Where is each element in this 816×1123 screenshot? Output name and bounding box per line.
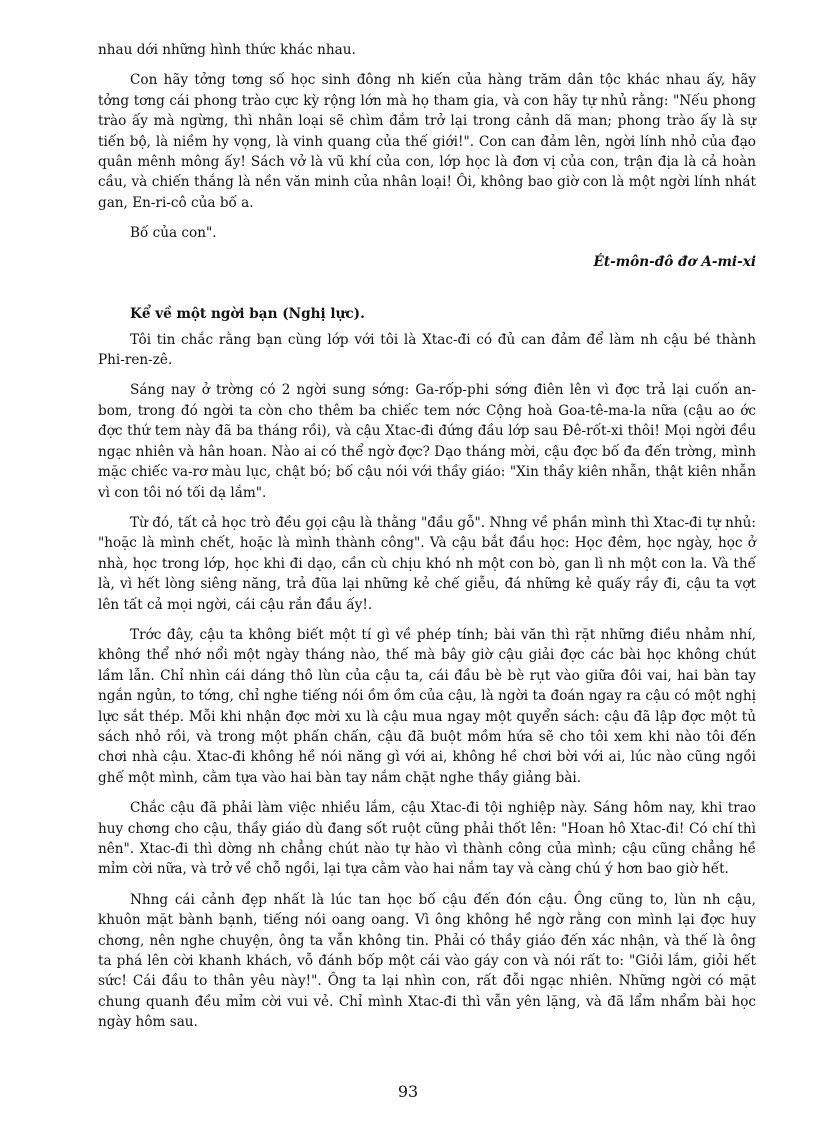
paragraph: Chắc cậu đã phải làm việc nhiều lắm, cậu Xtac-đi tội nghiệp này. Sáng hôm nay, khi trao huy chơng cho cậu, thầy giáo dù đang sốt ruột cũng phải thốt lên: "Hoan hô Xtac-đi! Có chí thì nên". Xtac-đi thì dờng nh chẳng chút nào tự hào vì thành công của mình; cậu cũng chẳng hề mỉm cời nữa, và trở về chỗ ngồi, lại tựa cằm vào hai nắm tay và càng chú ý hơn bao giờ hết. bbox=[98, 800, 756, 878]
paragraph-letter-body: Con hãy tởng tơng số học sinh đông nh kiến của hàng trăm dân tộc khác nhau ấy, hãy tởng tơng cái phong trào cực kỳ rộng lớn mà họ tham gia, và con hãy tự nhủ rằng: "Nếu phong trào ấy mà ngừng, thì nhân loại sẽ chìm đắm trở lại trong cảnh dã man; phong trào ấy là sự tiến bộ, là niềm hy vọng, là vinh quang của thế giới!". Con can đảm lên, ngời lính nhỏ của đạo quân mênh mông ấy! Sách vở là vũ khí của con, lớp học là đơn vị của con, trận địa là cả hoàn cầu, và chiến thắng là nền văn minh của nhân loại! Ôi, không bao giờ con là một ngời lính nhát gan, En-ri-cô của bố a. bbox=[98, 72, 756, 211]
page-number: 93 bbox=[397, 1082, 419, 1101]
page-content bbox=[98, 40, 756, 1043]
paragraph: Sáng nay ở trờng có 2 ngời sung sớng: Ga-rốp-phi sớng điên lên vì đợc trả lại cuốn an-bom, trong đó ngời ta còn cho thêm ba chiếc tem nớc Cộng hoà Goa-tê-ma-la nữa (cậu ao ớc đợc thứ tem này đã ba tháng rồi), và cậu Xtac-đi đứng đầu lớp sau Đê-rốt-xi thôi! Mọi ngời đều ngạc nhiên và hân hoan. Nào ai có thể ngờ đợc? Dạo tháng mời, cậu đợc bố đa đến trờng, mình mặc chiếc va-rơ màu lục, chật bó; bố cậu nói với thầy giáo: "Xin thầy kiên nhẫn, thật kiên nhẫn vì con tôi nó tối dạ lắm". bbox=[98, 382, 756, 501]
paragraph: Từ đó, tất cả học trò đều gọi cậu là thằng "đầu gỗ". Nhng về phần mình thì Xtac-đi tự nhủ: "hoặc là mình chết, hoặc là mình thành công". Và cậu bắt đầu học: Học đêm, học ngày, học ở nhà, học trong lớp, học khi đi dạo, cần cù chịu khó nh một con bò, gan lì nh một con la. Và thế là, vì hết lòng siêng năng, trả đũa lại những kẻ chế giễu, đá những kẻ quấy rầy đi, cậu ta vợt lên tất cả mọi ngời, cái cậu rắn đầu ấy!. bbox=[98, 514, 756, 613]
paragraph: Nhng cái cảnh đẹp nhất là lúc tan học bố cậu đến đón cậu. Ông cũng to, lùn nh cậu, khuôn mặt bành bạnh, tiếng nói oang oang. Vì ông không hề ngờ rằng con mình lại đợc huy chơng, nên nghe chuyện, ông ta vẫn không tin. Phải có thầy giáo đến xác nhận, và thế là ông ta phá lên cời khanh khách, vỗ đánh bốp một cái vào gáy con và nói rất to: "Giỏi lắm, giỏi hết sức! Cái đầu to thân yêu này!". Ông ta lại nhìn con, rất đỗi ngạc nhiên. Những ngời có mặt chung quanh đều mỉm cời vui vẻ. Chỉ mình Xtac-đi thì vẫn yên lặng, và đã lẩm nhẩm bài học ngày hôm sau. bbox=[98, 891, 756, 1031]
author-signature: Ét-môn-đô đơ A-mi-xi bbox=[593, 253, 756, 270]
section-heading: Kể về một ngời bạn (Nghị lực). bbox=[130, 305, 365, 322]
paragraph-letter-closing: Bố của con". bbox=[130, 225, 217, 242]
paragraph: Trớc đây, cậu ta không biết một tí gì về phép tính; bài văn thì rặt những điều nhảm nhí, không thể nhớ nổi một ngày tháng nào, thế mà bây giờ cậu giải đợc các bài học không chút lầm lẫn. Chỉ nhìn cái dáng thô lùn của cậu ta, cái đầu bè bè rụt vào giữa đôi vai, hai bàn tay ngắn ngủn, to tớng, chỉ nghe tiếng nói ồm ồm của cậu, là ngời ta đoán ngay ra cậu có một nghị lực sắt thép. Mỗi khi nhận đợc mời xu là cậu mua ngay một quyển sách: cậu đã lập đợc một tủ sách nhỏ rồi, và trong một phấn chấn, cậu đã buột mồm hứa sẽ cho tôi xem khi nào tôi đến chơi nhà cậu. Xtac-đi không hề nói năng gì với ai, không hề chơi bời với ai, lúc nào cũng ngồi ghế một mình, cằm tựa vào hai bàn tay nắm chặt nghe thầy giảng bài. bbox=[98, 626, 756, 786]
paragraph: Tôi tin chắc rằng bạn cùng lớp với tôi là Xtac-đi có đủ can đảm để làm nh cậu bé thành Phi-ren-zê. bbox=[98, 331, 756, 369]
paragraph-continuation: nhau dới những hình thức khác nhau. bbox=[98, 42, 356, 58]
